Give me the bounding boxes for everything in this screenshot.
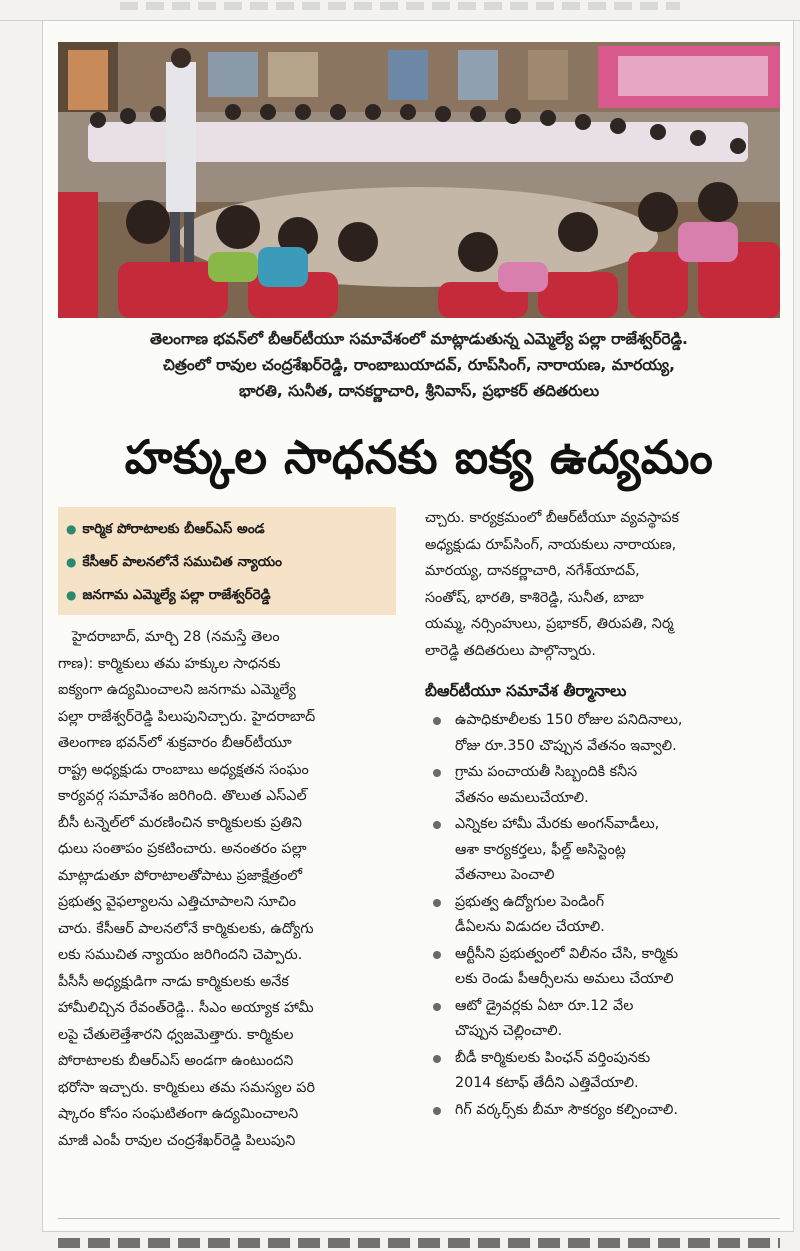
article-headline: హక్కుల సాధనకు ఐక్య ఉద్యమం: [124, 430, 714, 484]
body-line: ధులు సంతాపం ప్రకటించారు. అనంతరం పల్లా: [58, 841, 307, 857]
caption-line: తెలంగాణ భవన్‌లో బీఆర్‌టీయూ సమావేశంలో మాట్లాడుతున్న ఎమ్మెల్యే పల్లా రాజేశ్వర్‌రెడ్డి.: [150, 330, 688, 348]
body-line: ఐక్యంగా ఉద్యమించాలని జనగామ ఎమ్మెల్యే: [58, 682, 296, 698]
body-paragraph: [425, 505, 775, 664]
body-line: పీసీసీ అధ్యక్షుడిగా నాడు కార్మికులకు అనేక: [58, 973, 289, 990]
body-line: రాష్ట్ర అధ్యక్షుడు రాంబాబు అధ్యక్షతన సంఘం: [58, 761, 309, 778]
body-line: లకు సముచిత న్యాయం జరిగిందని చెప్పారు.: [58, 947, 303, 963]
list-item: ఆటో డ్రైవర్లకు ఏటా రూ.12 వేల చొప్పున చెల్లించాలి.: [425, 994, 775, 1045]
body-line: బీసీ టన్నెల్‌లో మరణించిన కార్మికులకు ప్రతిని: [58, 814, 302, 831]
resolutions-list: [425, 708, 775, 1123]
clipped-next-article: [58, 1238, 780, 1248]
photo-caption: [58, 326, 780, 404]
bullet-icon: [433, 1107, 441, 1115]
list-item: ఉపాధికూలీలకు 150 రోజుల పనిదినాలు, రోజు రూ.350 చొప్పున వేతనం ఇవ్వాలి.: [425, 708, 775, 759]
list-item: ఆర్టీసీని ప్రభుత్వంలో విలీనం చేసి, కార్మికు లకు రెండు పీఆర్సీలను అమలు చేయాలి: [425, 942, 775, 993]
caption-line: చిత్రంలో రావుల చంద్రశేఖర్‌రెడ్డి, రాంబాబుయాదవ్, రూప్‌సింగ్, నారాయణ, మారయ్య,: [162, 356, 676, 374]
body-line: చ్చారు. కార్యక్రమంలో బీఆర్‌టీయూ వ్యవస్థాపక: [425, 510, 679, 526]
body-line: యమ్మ, నర్సింహులు, ప్రభాకర్, తిరుపతి, నిర్మ: [425, 616, 674, 632]
body-line: చారు. కేసీఆర్ పాలనలోనే కార్మికులకు, ఉద్యోగు: [58, 920, 314, 937]
highlight-item: ● కేసీఆర్ పాలనలోనే సముచిత న్యాయం: [66, 554, 282, 570]
highlight-item: ● జనగామ ఎమ్మెల్యే పల్లా రాజేశ్వర్‌రెడ్డి: [66, 587, 271, 603]
clipped-text-fragment: [120, 2, 680, 10]
body-column-right: [425, 505, 775, 1124]
news-photo: [58, 42, 780, 318]
body-line: పోరాటాలకు బీఆర్‌ఎస్ అండగా ఉంటుందని: [58, 1053, 294, 1069]
list-item: ఎన్నికల హామీ మేరకు అంగన్‌వాడీలు, ఆశా కార్యకర్తలు, ఫీల్డ్ అసిస్టెంట్ల వేతనాలు పెంచాలి: [425, 812, 775, 889]
bullet-icon: [433, 1003, 441, 1011]
body-line: గాణ): కార్మికులు తమ హక్కుల సాధనకు: [58, 655, 281, 672]
body-line: పల్లా రాజేశ్వర్‌రెడ్డి పిలుపునిచ్చారు. హైదరాబాద్: [58, 708, 316, 725]
list-item: ప్రభుత్వ ఉద్యోగుల పెండింగ్ డీఏలను విడుదల చేయాలి.: [425, 890, 775, 941]
body-line: మాట్లాడుతూ పోరాటాలతోపాటు ప్రజాక్షేత్రంలో: [58, 867, 303, 884]
bullet-icon: ●: [66, 588, 77, 602]
body-line: మాజీ ఎంపీ రావుల చంద్రశేఖర్‌రెడ్డి పిలుపుని: [58, 1132, 296, 1149]
body-line: భరోసా ఇచ్చారు. కార్మికులు తమ సమస్యల పరి: [58, 1079, 315, 1096]
article-divider: [58, 1218, 780, 1219]
list-item: గిగ్ వర్కర్స్‌కు బీమా సౌకర్యం కల్పించాలి.: [425, 1098, 775, 1124]
body-line: అధ్యక్షుడు రూప్‌సింగ్, నాయకులు నారాయణ,: [425, 536, 677, 553]
body-column-left: [58, 624, 398, 1154]
body-line: కార్యవర్గ సమావేశం జరిగింది. తొలుత ఎస్‌ఎల్: [58, 788, 307, 804]
bullet-icon: [433, 821, 441, 829]
body-line: హైదరాబాద్, మార్చి 28 (నమస్తే తెలం: [72, 629, 280, 645]
list-item: బీడీ కార్మికులకు పింఛన్ వర్తింపునకు 2014 కటాఫ్ తేదీని ఎత్తివేయాలి.: [425, 1046, 775, 1097]
body-line: హామీలిచ్చిన రేవంత్‌రెడ్డి.. సీఎం అయ్యాక హామీ: [58, 1000, 314, 1016]
resolutions-heading: బీఆర్‌టీయూ సమావేశ తీర్మానాలు: [425, 682, 627, 700]
list-item: గ్రామ పంచాయతీ సిబ్బందికి కనీస వేతనం అమలుచేయాలి.: [425, 760, 775, 811]
bullet-icon: [433, 899, 441, 907]
highlight-item: ● కార్మిక పోరాటాలకు బీఆర్‌ఎస్ అండ: [66, 521, 265, 537]
body-line: తెలంగాణ భవన్‌లో శుక్రవారం బీఆర్‌టీయూ: [58, 735, 292, 751]
body-line: లారెడ్డి తదితరులు పాల్గొన్నారు.: [425, 642, 596, 659]
body-line: లపై చేతులెత్తేశారని ధ్వజమెత్తారు. కార్మికుల: [58, 1026, 294, 1043]
bullet-icon: ●: [66, 555, 77, 569]
body-paragraph: [58, 624, 398, 1154]
bullet-icon: [433, 951, 441, 959]
clipped-previous-article: [0, 0, 800, 21]
highlights-box: [58, 507, 396, 615]
meeting-photo-illustration: [58, 42, 780, 318]
bullet-icon: ●: [66, 522, 77, 536]
caption-line: భారతి, సునీత, దానకర్ణాచారి, శ్రీనివాస్, ప్రభాకర్ తదితరులు: [238, 382, 600, 400]
body-line: ష్కారం కోసం సంఘటితంగా ఉద్యమించాలని: [58, 1106, 299, 1122]
bullet-icon: [433, 1055, 441, 1063]
body-line: మారయ్య, దానకర్ణాచారి, నగేశ్‌యాదవ్,: [425, 563, 640, 579]
bullet-icon: [433, 717, 441, 725]
bullet-icon: [433, 769, 441, 777]
body-line: సంతోష్, భారతి, కాశిరెడ్డి, సునీత, బాబా: [425, 589, 644, 606]
body-line: ప్రభుత్వ వైఫల్యాలను ఎత్తిచూపాలని సూచిం: [58, 894, 297, 910]
